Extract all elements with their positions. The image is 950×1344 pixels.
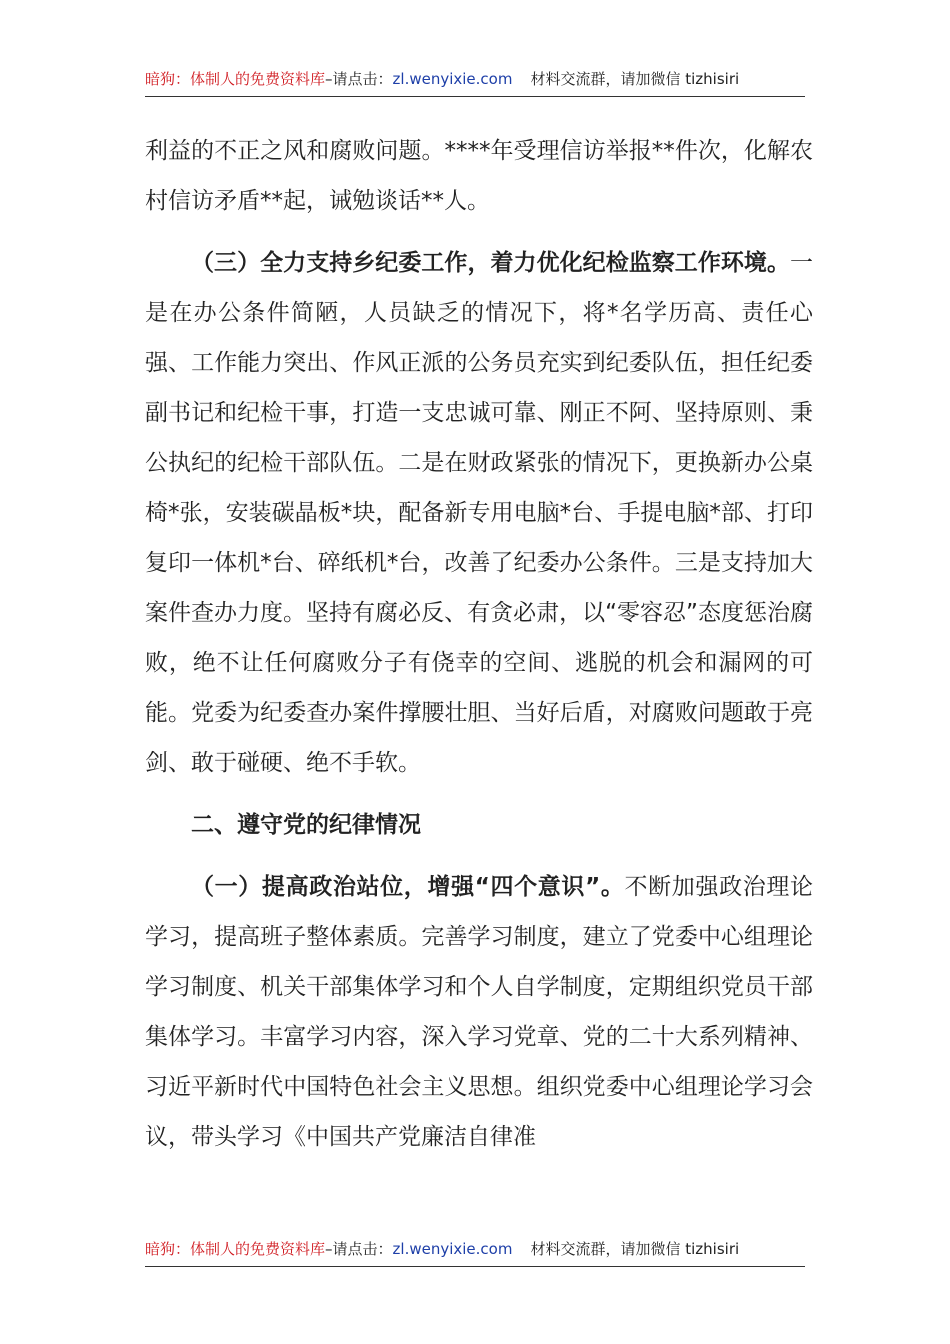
paragraph-3-heading: （一）提高政治站位，增强“四个意识”。: [191, 874, 625, 900]
paragraph-3-text: 不断加强政治理论学习，提高班子整体素质。完善学习制度，建立了党委中心组理论学习制度、机关干部集体学习和个人自学制度，定期组织党员干部集体学习。丰富学习内容，深入学习党章、党的二十大系列精神、习近平新时代中国特色社会主义思想。组织党委中心组理论学习会议，带头学习《中国共产党廉洁自律准: [145, 874, 813, 1150]
paragraph-2: [145, 238, 813, 788]
header-prompt: –请点击：: [325, 70, 393, 88]
document-body: [145, 126, 813, 1162]
section-2-heading: 二、遵守党的纪律情况: [191, 812, 421, 838]
footer-prompt: –请点击：: [325, 1240, 393, 1258]
footer-brand: 暗狗：体制人的免费资料库: [145, 1240, 326, 1258]
header-brand: 暗狗：体制人的免费资料库: [145, 70, 326, 88]
page-footer: [145, 1232, 805, 1267]
footer-url-link[interactable]: zl.wenyixie.com: [392, 1240, 513, 1258]
paragraph-2-text: 一是在办公条件简陋，人员缺乏的情况下，将*名学历高、责任心强、工作能力突出、作风正派的公务员充实到纪委队伍，担任纪委副书记和纪检干事，打造一支忠诚可靠、刚正不阿、坚持原则、秉公执纪的纪检干部队伍。二是在财政紧张的情况下，更换新办公桌椅*张，安装碳晶板*块，配备新专用电脑*台、手提电脑*部、打印复印一体机*台、碎纸机*台，改善了纪委办公条件。三是支持加大案件查办力度。坚持有腐必反、有贪必肃，以“零容忍”态度惩治腐败，绝不让任何腐败分子有侥幸的空间、逃脱的机会和漏网的可能。党委为纪委查办案件撑腰壮胆、当好后盾，对腐败问题敢于亮剑、敢于碰硬、绝不手软。: [145, 250, 813, 776]
page-header: [145, 62, 805, 97]
header-url-link[interactable]: zl.wenyixie.com: [392, 70, 513, 88]
paragraph-2-heading: （三）全力支持乡纪委工作，着力优化纪检监察工作环境。: [191, 250, 790, 276]
header-contact: 材料交流群，请加微信 tizhisiri: [530, 70, 740, 88]
paragraph-1: 利益的不正之风和腐败问题。****年受理信访举报**件次，化解农村信访矛盾**起，诫勉谈话**人。: [145, 138, 813, 214]
footer-contact: 材料交流群，请加微信 tizhisiri: [530, 1240, 740, 1258]
paragraph-3: [145, 862, 813, 1162]
